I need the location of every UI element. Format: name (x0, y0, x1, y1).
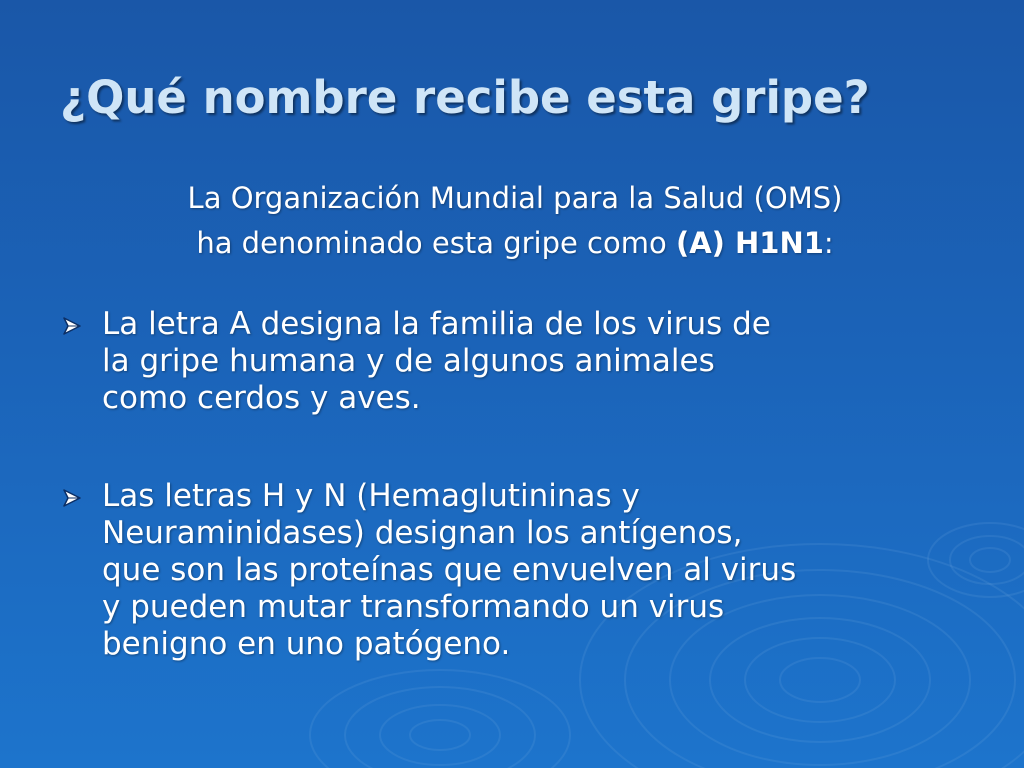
arrow-bullet-icon (62, 317, 82, 335)
bullet-text-line: como cerdos y aves. (102, 380, 421, 416)
intro-line-2 (40, 221, 990, 266)
bullet-text-line: Las letras H y N (Hemaglutininas y (102, 478, 640, 514)
intro-line-2-text: ha denominado esta gripe como (196, 226, 676, 260)
virus-name-highlight: (A) H1N1 (675, 226, 824, 260)
bullet-item (60, 478, 960, 663)
intro-line-1: La Organización Mundial para la Salud (OMS) (187, 181, 843, 215)
bullet-list (60, 306, 960, 663)
bullet-text-line: benigno en uno patógeno. (102, 626, 511, 662)
bullet-text-line: que son las proteínas que envuelven al virus (102, 552, 797, 588)
bullet-text-line: La letra A designa la familia de los virus de (102, 306, 771, 342)
bullet-item (60, 306, 960, 417)
slide-title: ¿Qué nombre recibe esta gripe? (60, 71, 870, 124)
bullet-text-line: Neuraminidases) designan los antígenos, (102, 515, 743, 551)
ripple-bottom-left (310, 670, 570, 768)
bullet-text-line: y pueden mutar transformando un virus (102, 589, 725, 625)
intro-line-2-suffix: : (823, 226, 834, 260)
arrow-bullet-icon (62, 489, 82, 507)
bullet-text-line: la gripe humana y de algunos animales (102, 343, 715, 379)
intro-paragraph (40, 176, 990, 266)
